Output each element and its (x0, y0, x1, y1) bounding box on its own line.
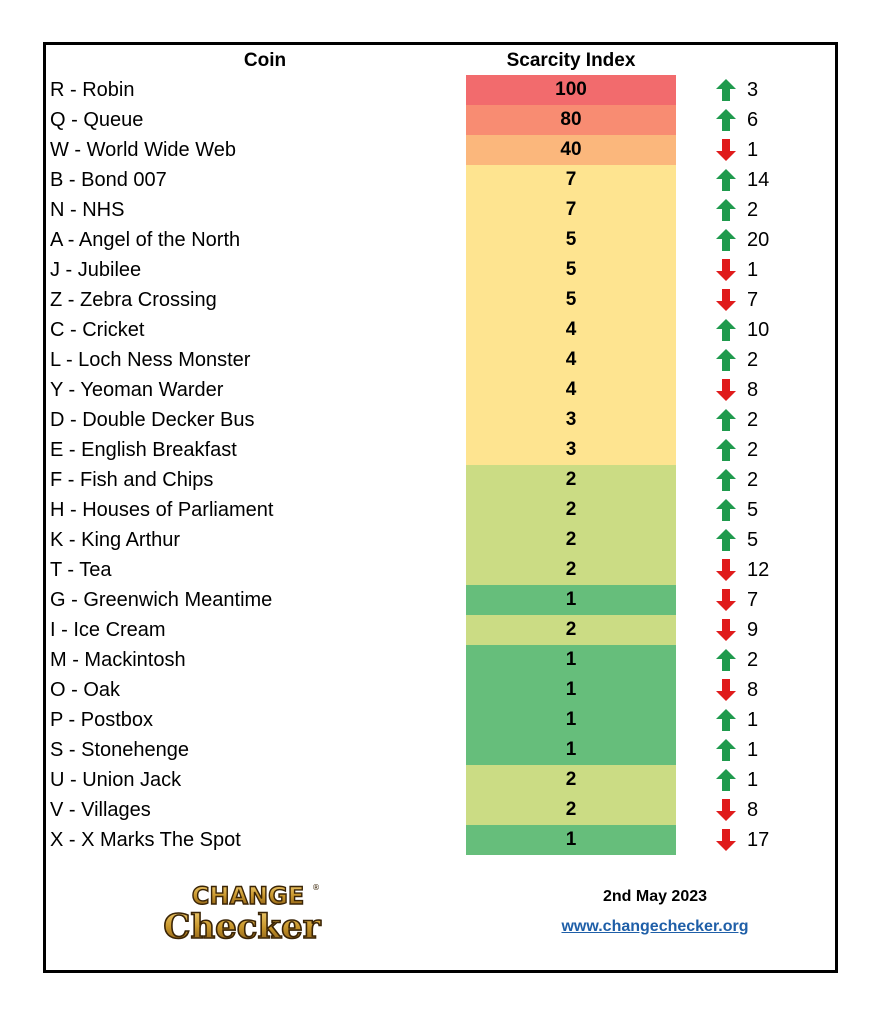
arrow-up-icon (716, 739, 736, 761)
coin-name: X - X Marks The Spot (50, 829, 241, 851)
scarcity-index-cell: 5 (466, 255, 676, 285)
rank-change-value: 2 (747, 469, 759, 491)
coin-name: L - Loch Ness Monster (50, 349, 251, 371)
rank-change-value: 1 (747, 709, 759, 731)
rank-change-value: 12 (747, 559, 770, 581)
scarcity-index-cell: 5 (466, 225, 676, 255)
rank-change-value: 2 (747, 439, 759, 461)
scarcity-index-cell: 1 (466, 585, 676, 615)
arrow-down-icon (716, 679, 736, 701)
table-row (0, 555, 893, 585)
table-row (0, 615, 893, 645)
table-row (0, 465, 893, 495)
arrow-up-icon (716, 469, 736, 491)
coin-name: U - Union Jack (50, 769, 182, 791)
arrow-down-icon (716, 139, 736, 161)
coin-name: V - Villages (50, 799, 151, 821)
scarcity-index-cell: 100 (466, 75, 676, 105)
table-row (0, 735, 893, 765)
arrow-up-icon (716, 769, 736, 791)
coin-name: D - Double Decker Bus (50, 409, 255, 431)
rank-change-value: 14 (747, 169, 770, 191)
rank-change-value: 1 (747, 259, 759, 281)
logo-registered-mark: ® (312, 883, 320, 892)
arrow-up-icon (716, 409, 736, 431)
scarcity-index-cell: 80 (466, 105, 676, 135)
arrow-up-icon (716, 199, 736, 221)
rank-change-value: 6 (747, 109, 759, 131)
arrow-down-icon (716, 259, 736, 281)
website-link[interactable]: www.changechecker.org (561, 918, 749, 935)
table-row (0, 375, 893, 405)
scarcity-index-cell: 1 (466, 825, 676, 855)
arrow-up-icon (716, 529, 736, 551)
arrow-up-icon (716, 499, 736, 521)
scarcity-index-cell: 2 (466, 465, 676, 495)
rank-change-value: 2 (747, 349, 759, 371)
coin-column-header: Coin (243, 50, 287, 71)
table-row (0, 675, 893, 705)
scarcity-index-cell: 7 (466, 195, 676, 225)
scarcity-index-cell: 2 (466, 525, 676, 555)
rank-change-value: 1 (747, 139, 759, 161)
coin-name: E - English Breakfast (50, 439, 237, 461)
rank-change-value: 20 (747, 229, 770, 251)
coin-name: N - NHS (50, 199, 125, 221)
coin-name: S - Stonehenge (50, 739, 189, 761)
coin-name: B - Bond 007 (50, 169, 167, 191)
arrow-up-icon (716, 439, 736, 461)
rank-change-value: 9 (747, 619, 759, 641)
coin-name: K - King Arthur (50, 529, 181, 551)
scarcity-index-cell: 2 (466, 555, 676, 585)
rank-change-value: 17 (747, 829, 770, 851)
coin-name: F - Fish and Chips (50, 469, 214, 491)
scarcity-index-cell: 4 (466, 345, 676, 375)
arrow-down-icon (716, 559, 736, 581)
coin-name: C - Cricket (50, 319, 145, 341)
arrow-down-icon (716, 289, 736, 311)
arrow-up-icon (716, 349, 736, 371)
arrow-up-icon (716, 649, 736, 671)
coin-name: J - Jubilee (50, 259, 142, 281)
rank-change-value: 2 (747, 199, 759, 221)
table-row (0, 255, 893, 285)
table-row (0, 435, 893, 465)
report-date: 2nd May 2023 (602, 888, 708, 905)
table-row (0, 765, 893, 795)
table-row (0, 105, 893, 135)
arrow-down-icon (716, 829, 736, 851)
logo-text-line1: CHANGE (191, 882, 305, 910)
scarcity-index-cell: 1 (466, 675, 676, 705)
coin-name: Q - Queue (50, 109, 144, 131)
scarcity-index-cell: 1 (466, 645, 676, 675)
coin-name: P - Postbox (50, 709, 154, 731)
arrow-up-icon (716, 229, 736, 251)
scarcity-index-cell: 3 (466, 435, 676, 465)
rank-change-value: 10 (747, 319, 770, 341)
table-row (0, 525, 893, 555)
coin-name: A - Angel of the North (50, 229, 241, 251)
table-row (0, 825, 893, 855)
table-row (0, 135, 893, 165)
rank-change-value: 2 (747, 409, 759, 431)
rank-change-value: 7 (747, 289, 759, 311)
scarcity-index-cell: 5 (466, 285, 676, 315)
table-row (0, 795, 893, 825)
scarcity-index-cell: 1 (466, 705, 676, 735)
table-row (0, 225, 893, 255)
table-row (0, 285, 893, 315)
rank-change-value: 2 (747, 649, 759, 671)
scarcity-index-cell: 4 (466, 375, 676, 405)
scarcity-index-cell: 40 (466, 135, 676, 165)
coin-name: R - Robin (50, 79, 135, 101)
table-row (0, 165, 893, 195)
table-row (0, 585, 893, 615)
coin-name: T - Tea (50, 559, 112, 581)
table-row (0, 345, 893, 375)
scarcity-index-cell: 4 (466, 315, 676, 345)
logo-text-line2: Checker (163, 907, 321, 944)
coin-name: Y - Yeoman Warder (50, 379, 224, 401)
rank-change-value: 3 (747, 79, 759, 101)
table-row (0, 315, 893, 345)
coin-name: I - Ice Cream (50, 619, 166, 641)
scarcity-index-cell: 1 (466, 735, 676, 765)
coin-name: G - Greenwich Meantime (50, 589, 273, 611)
rank-change-value: 8 (747, 679, 759, 701)
arrow-down-icon (716, 379, 736, 401)
scarcity-index-cell: 2 (466, 615, 676, 645)
table-row (0, 75, 893, 105)
rank-change-value: 5 (747, 529, 759, 551)
scarcity-index-cell: 7 (466, 165, 676, 195)
rank-change-value: 1 (747, 739, 759, 761)
scarcity-index-cell: 3 (466, 405, 676, 435)
change-checker-logo (140, 880, 345, 944)
coin-name: M - Mackintosh (50, 649, 186, 671)
rank-change-value: 5 (747, 499, 759, 521)
arrow-up-icon (716, 109, 736, 131)
rank-change-value: 7 (747, 589, 759, 611)
coin-name: O - Oak (50, 679, 121, 701)
arrow-down-icon (716, 619, 736, 641)
arrow-up-icon (716, 79, 736, 101)
table-row (0, 705, 893, 735)
scarcity-index-column-header: Scarcity Index (506, 50, 636, 71)
arrow-up-icon (716, 709, 736, 731)
scarcity-index-cell: 2 (466, 495, 676, 525)
table-row (0, 405, 893, 435)
rank-change-value: 8 (747, 379, 759, 401)
table-row (0, 195, 893, 225)
coin-name: Z - Zebra Crossing (50, 289, 217, 311)
scarcity-index-cell: 2 (466, 795, 676, 825)
coin-name: H - Houses of Parliament (50, 499, 274, 521)
arrow-up-icon (716, 169, 736, 191)
coin-name: W - World Wide Web (50, 139, 236, 161)
arrow-down-icon (716, 589, 736, 611)
rank-change-value: 1 (747, 769, 759, 791)
table-row (0, 645, 893, 675)
rank-change-value: 8 (747, 799, 759, 821)
scarcity-index-cell: 2 (466, 765, 676, 795)
arrow-up-icon (716, 319, 736, 341)
arrow-down-icon (716, 799, 736, 821)
table-row (0, 495, 893, 525)
